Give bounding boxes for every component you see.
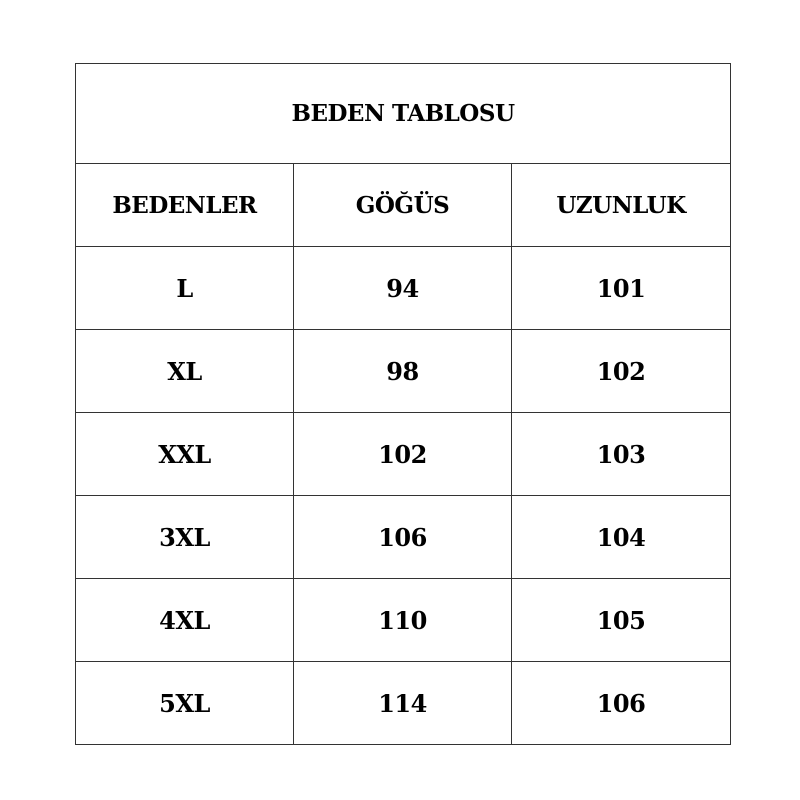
size-cell: XL	[76, 330, 294, 413]
chest-cell: 114	[294, 662, 512, 745]
length-cell: 101	[512, 247, 731, 330]
length-cell: 104	[512, 496, 731, 579]
chest-cell: 98	[294, 330, 512, 413]
length-cell: 106	[512, 662, 731, 745]
title-row	[76, 64, 731, 164]
chest-cell: 102	[294, 413, 512, 496]
size-chart-table	[75, 63, 731, 745]
chest-cell: 110	[294, 579, 512, 662]
column-header-sizes: BEDENLER	[76, 164, 294, 247]
table-row	[76, 330, 731, 413]
length-cell: 102	[512, 330, 731, 413]
table-row	[76, 247, 731, 330]
chest-cell: 106	[294, 496, 512, 579]
length-cell: 103	[512, 413, 731, 496]
size-cell: 4XL	[76, 579, 294, 662]
size-cell: 5XL	[76, 662, 294, 745]
table-title: BEDEN TABLOSU	[76, 64, 731, 164]
table-row	[76, 413, 731, 496]
table-row	[76, 662, 731, 745]
table-row	[76, 496, 731, 579]
column-header-length: UZUNLUK	[512, 164, 731, 247]
length-cell: 105	[512, 579, 731, 662]
column-header-chest: GÖĞÜS	[294, 164, 512, 247]
header-row	[76, 164, 731, 247]
chest-cell: 94	[294, 247, 512, 330]
size-cell: XXL	[76, 413, 294, 496]
size-cell: L	[76, 247, 294, 330]
size-cell: 3XL	[76, 496, 294, 579]
table-row	[76, 579, 731, 662]
